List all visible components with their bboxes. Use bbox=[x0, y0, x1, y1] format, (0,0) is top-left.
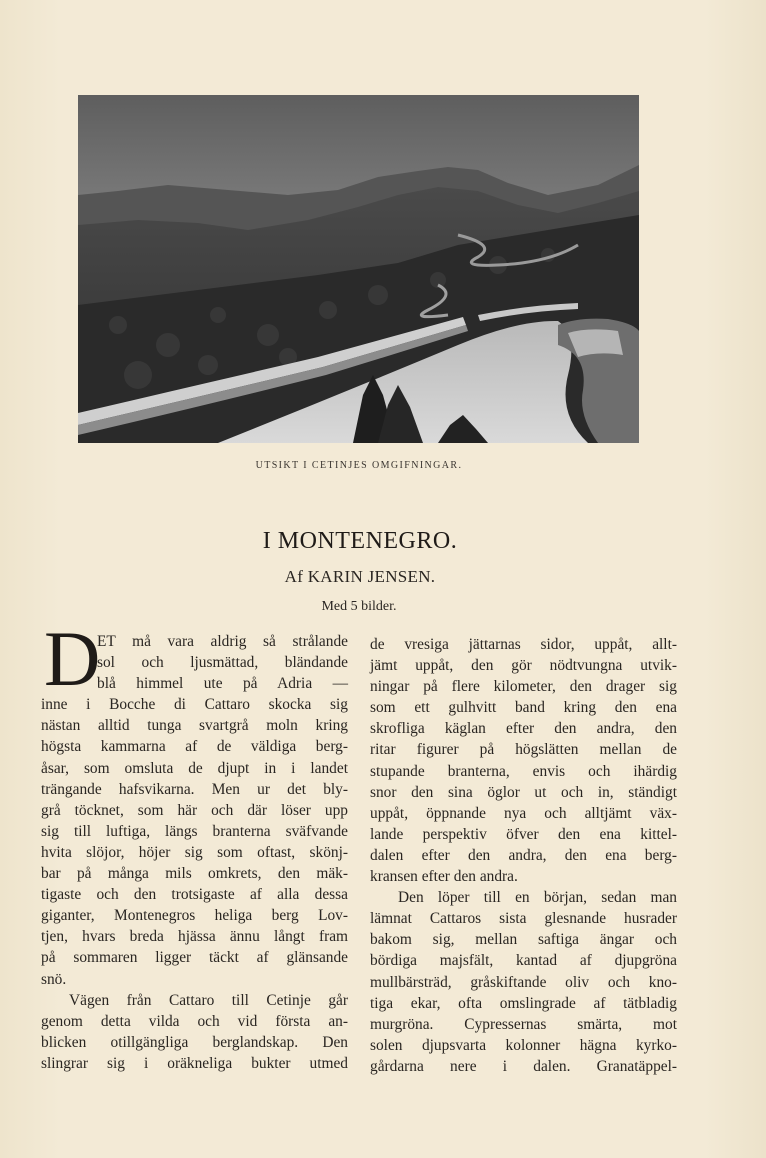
text-line: på sommaren ligger täckt af glänsande bbox=[41, 949, 348, 967]
text-line: tjen, hvars breda hjässa ännu långt fram bbox=[41, 928, 348, 946]
text-line: slingrar sig i oräkneliga bukter utmed bbox=[41, 1054, 348, 1072]
text-line: sol och ljusmättad, bländande bbox=[97, 654, 348, 672]
text-line: som ett gulhvitt band kring den ena bbox=[370, 699, 677, 717]
text-line: högsta kammarna af de väldiga berg- bbox=[41, 738, 348, 756]
author-prefix: Af bbox=[284, 567, 304, 586]
text-line: stupande branterna, envis och ihärdig bbox=[370, 762, 677, 780]
text-line: skrofliga käglan efter den andra, den bbox=[370, 720, 677, 738]
text-line: sig till luftiga, längs branterna sväfvande bbox=[41, 822, 348, 840]
text-line: jämt uppåt, den gör nödtvungna utvik- bbox=[370, 657, 677, 675]
article-author bbox=[0, 567, 720, 587]
text-line: snö. bbox=[41, 970, 67, 988]
text-column-left bbox=[41, 631, 348, 1074]
text-line: trängande hafsvikarna. Men ur det bly- bbox=[41, 780, 348, 798]
mountain-road-photo bbox=[78, 95, 639, 443]
landscape-illustration bbox=[78, 95, 639, 443]
text-line: solen djupsvarta kolonner hägna kyrko- bbox=[370, 1036, 677, 1054]
text-line: lande perspektiv öfver den ena kittel- bbox=[370, 825, 677, 843]
text-line: murgröna. Cypressernas smärta, mot bbox=[370, 1015, 677, 1033]
text-line: blå himmel ute på Adria — bbox=[97, 675, 348, 693]
drop-cap: D bbox=[44, 615, 101, 702]
text-line: genom detta vilda och vid första an- bbox=[41, 1012, 348, 1030]
text-line: Den löper till en början, sedan man bbox=[398, 889, 677, 907]
text-line: hvita slöjor, höjer sig som oftast, skönj- bbox=[41, 843, 348, 861]
text-line: kransen efter den andra. bbox=[370, 868, 518, 886]
text-line: ritar figurer på högslätten mellan de bbox=[370, 741, 677, 759]
text-line: bar på många mils omkrets, den mäk- bbox=[41, 865, 348, 883]
photo-caption: UTSIKT I CETINJES OMGIFNINGAR. bbox=[255, 460, 463, 471]
text-line: de vresiga jättarnas sidor, uppåt, allt- bbox=[370, 636, 677, 653]
text-line: giganter, Montenegros heliga berg Lov- bbox=[41, 907, 348, 925]
text-column-right bbox=[370, 634, 677, 1077]
text-line: bördiga majsfält, kantad af djupgröna bbox=[370, 952, 677, 970]
text-line: dalen efter den andra, den ena berg- bbox=[370, 846, 677, 864]
text-line: åsar, som omsluta de djupt in i landet bbox=[41, 759, 348, 777]
author-name: KARIN JENSEN. bbox=[307, 567, 436, 586]
text-line: snor den sina öglor ut och in, ständigt bbox=[370, 783, 677, 801]
text-line: tiga ekar, ofta omslingrade af tätbladig bbox=[370, 994, 677, 1012]
text-line: Vägen från Cattaro till Cetinje går bbox=[69, 991, 348, 1009]
text-line: gårdarna nere i dalen. Granatäppel- bbox=[370, 1057, 677, 1075]
text-line: bakom sig, mellan saftiga ängar och bbox=[370, 931, 677, 949]
text-line: ET må vara aldrig så strålande bbox=[97, 633, 348, 650]
article-title: I MONTENEGRO. bbox=[262, 528, 458, 554]
text-line: tigaste och den trotsigaste af alla dessa bbox=[41, 886, 348, 904]
article-subtitle: Med 5 bilder. bbox=[321, 599, 397, 614]
text-line: grå töcknet, som här och där löser upp bbox=[41, 801, 348, 819]
text-line: blicken otillgängliga berglandskap. Den bbox=[41, 1033, 348, 1051]
text-line: ningar på flere kilometer, den drager sig bbox=[370, 678, 677, 696]
text-line: lämnat Cattaros sista glesnande husrader bbox=[370, 910, 677, 928]
text-line: nästan alltid tunga svartgrå moln kring bbox=[41, 717, 348, 735]
text-line: inne i Bocche di Cattaro skocka sig bbox=[41, 696, 348, 714]
text-line: uppåt, öppnande nya och alltjämt väx- bbox=[370, 804, 677, 822]
text-line: mullbärsträd, gråskiftande oliv och kno- bbox=[370, 973, 677, 991]
